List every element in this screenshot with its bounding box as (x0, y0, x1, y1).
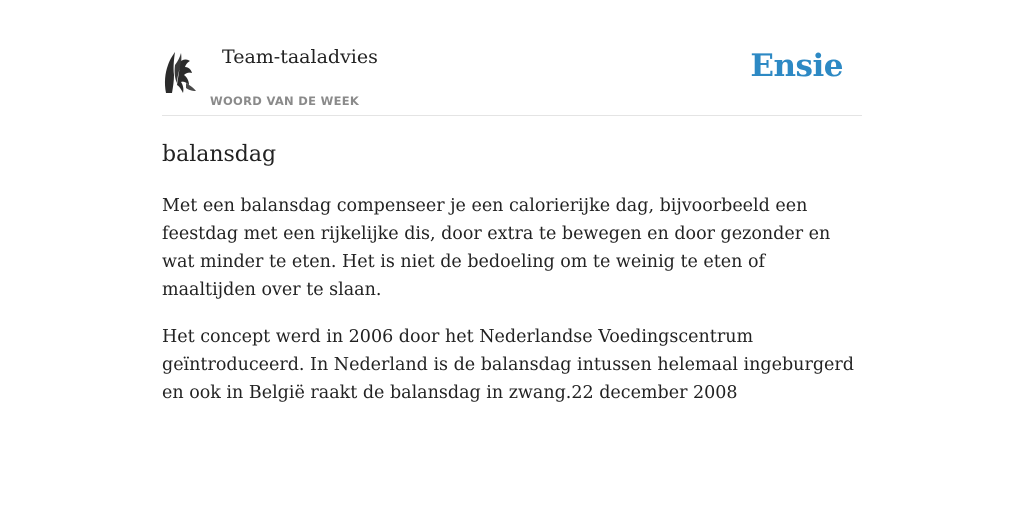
brand-logo[interactable]: Ensie (750, 48, 843, 84)
entry-date: 22 december 2008 (571, 383, 738, 403)
entry-paragraph (162, 323, 862, 407)
lion-logo-icon (162, 49, 198, 95)
source-name[interactable]: Team-taaladvies (222, 46, 378, 68)
entry-paragraph (162, 192, 862, 304)
paragraph-text: Het concept werd in 2006 door het Nederlandse Voedingscentrum geïntroduceerd. In Nederland is de balansdag intussen helemaal ingeburgerd en ook in België raakt de balansdag in zwang. (162, 327, 854, 403)
entry-title: balansdag (162, 142, 277, 167)
section-label: WOORD VAN DE WEEK (210, 94, 360, 108)
paragraph-text: Met een balansdag compenseer je een calorierijke dag, bijvoorbeeld een feestdag met een rijkelijke dis, door extra te bewegen en door gezonder en wat minder te eten. Het is niet de bedoeling om te weinig te eten of maaltijden over te slaan. (162, 196, 831, 300)
entry-header (162, 40, 862, 116)
entry-card (162, 40, 862, 407)
